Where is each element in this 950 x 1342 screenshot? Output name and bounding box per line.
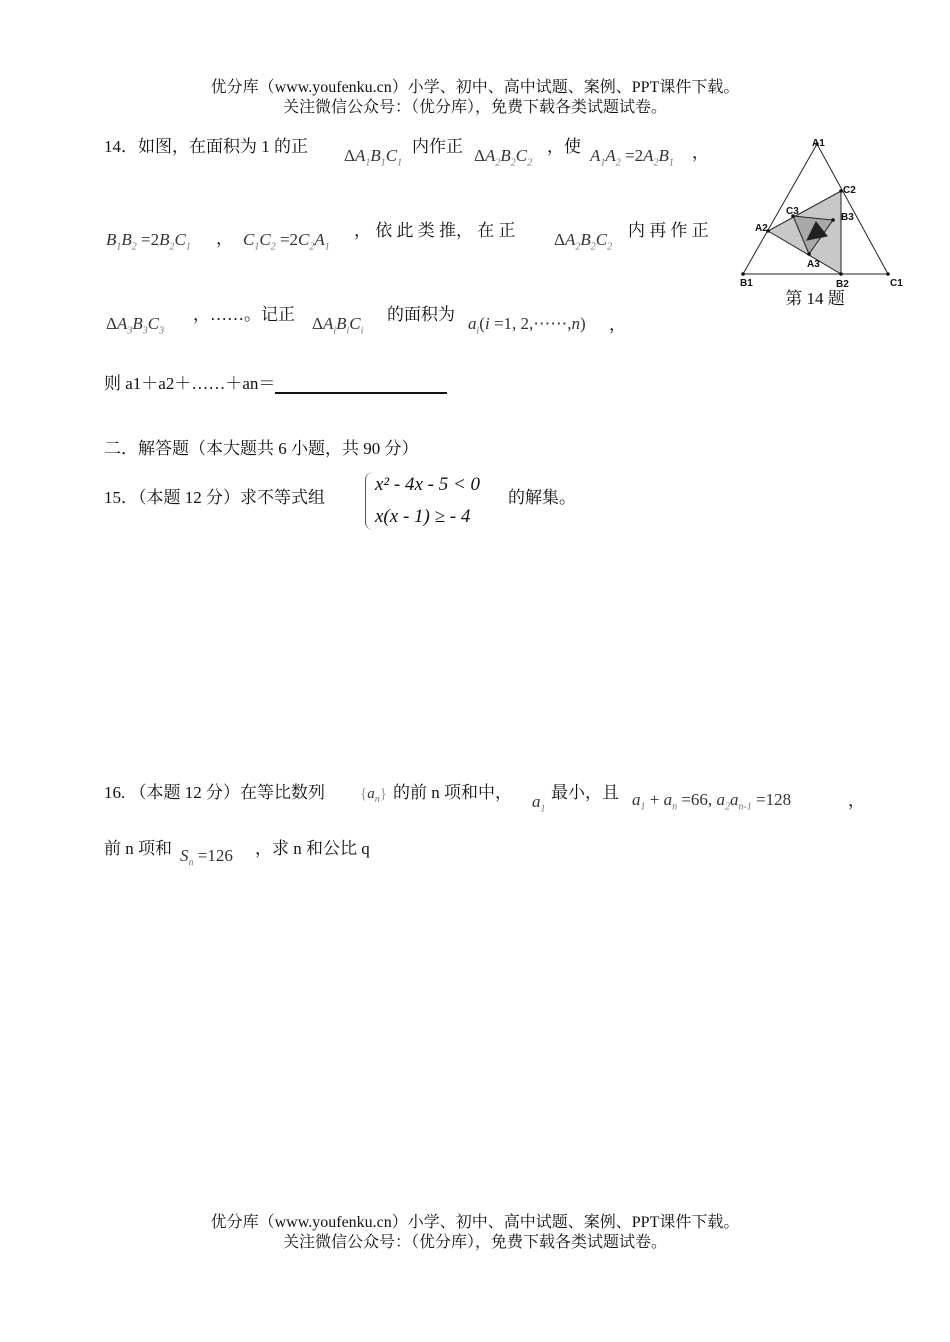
q15-text-2: 的解集。 [508,488,576,507]
q14-math-triangle-a3b3c3: $\Delta A_3B_3C_3$ [106,314,165,337]
q14-math-triangle-a2b2c2-b: $\Delta A_2B_2C_2$ [554,230,613,253]
label-a1: A1 [812,138,825,149]
q16-text-5: 前 n 项和 [104,839,172,858]
header-line-1: 优分库（www.youfenku.cn）小学、初中、高中试题、案例、PPT课件下载。 [210,79,740,96]
q14-math-b1b2-eq: $B_1B_2 =2B_2C_1$ [106,230,191,253]
q15-text-1: 15．（本题 12 分）求不等式组 [104,488,325,507]
label-b2: B2 [836,279,849,290]
q14-text-4: ， [692,143,709,162]
q16-text-4: ， [848,791,865,810]
q14-text-7: 内 再 作 正 [628,221,709,240]
q15-inequality-2: x(x - 1) ≥ - 4 [375,506,471,527]
q16-text-1: 16. （本题 12 分）在等比数列 [104,783,325,802]
label-c2: C2 [843,185,856,196]
q14-text-3: ，使 [547,137,581,156]
q15-inequality-1: x² - 4x - 5 < 0 [375,474,481,495]
q15-brace [365,472,374,530]
header-line-2: 关注微信公众号：（优分库），免费下载各类试题试卷。 [282,99,667,116]
q14-math-triangle-a1b1c1: $\Delta A_1B_1C_1$ [344,146,403,169]
q16-text-6: ，求 n 和公比 q [255,839,370,858]
section-2-title: 二．解答题（本大题共 6 小题，共 90 分） [104,439,419,458]
q14-math-c1c2-eq: $C_1C_2 =2C_2A_1$ [243,230,330,253]
q14-text-6: ， 依 此 类 推， 在 正 [354,221,516,240]
q14-math-triangle-aibici: $\Delta A_iB_iC_i$ [312,314,364,337]
q14-text-1: 14．如图，在面积为 1 的正 [104,137,308,156]
q16-math-sn: $S_n =126$ [180,846,233,869]
q14-math-ai-range: $a_i(i =1$, 2,⋯⋯,n) [468,314,586,337]
q14-answer-blank[interactable] [275,376,447,394]
q14-text-2: 内作正 [412,137,463,156]
q16-text-3: 最小，且 [551,783,619,802]
q16-math-sequence: $\{a_n\}$ [360,786,387,805]
q14-math-triangle-a2b2c2: $\Delta A_2B_2C_2$ [474,146,533,169]
q14-text-5: ， [216,229,233,248]
q16-math-conditions: $a_1 + a_n =66$, $a_2a_{n-1} =128$ [632,790,792,813]
q15-inequality-system [365,470,505,532]
q16-text-2: 的前 n 项和中， [393,783,512,802]
label-c3: C3 [786,206,799,217]
footer-line-2: 关注微信公众号：（优分库），免费下载各类试题试卷。 [282,1234,667,1251]
footer-line-1: 优分库（www.youfenku.cn）小学、初中、高中试题、案例、PPT课件下载。 [210,1214,740,1231]
q14-figure-caption: 第 14 题 [785,289,845,308]
q14-text-8: ，……。记正 [193,305,295,324]
label-a2: A2 [755,223,768,234]
q14-math-a1a2-eq: $A_1A_2 =2A_2B_1$ [590,146,674,169]
q14-text-9: 的面积为 [387,305,455,324]
label-b3: B3 [841,212,854,223]
q14-answer-text: 则 a1＋a2＋……＋an＝ [104,374,276,393]
q14-answer-prompt [104,369,447,394]
label-a3: A3 [807,259,820,270]
label-c1: C1 [890,278,903,289]
label-b1: B1 [740,278,753,289]
q16-math-a1: $a_1$ [532,792,546,815]
q14-text-10: ， [609,315,626,334]
